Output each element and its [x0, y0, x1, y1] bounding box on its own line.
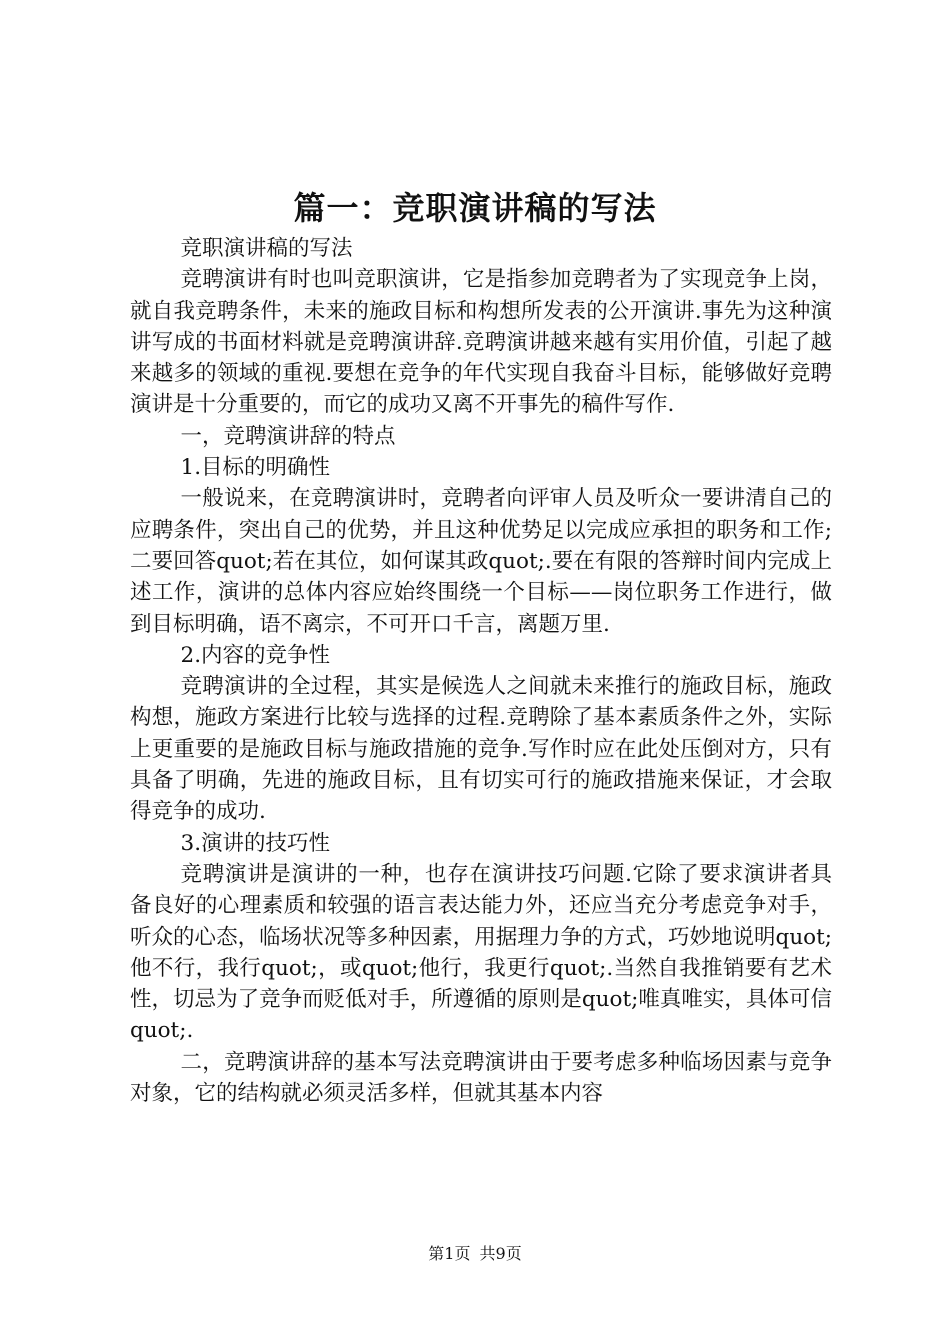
paragraph-skill: 竞聘演讲是演讲的一种，也存在演讲技巧问题.它除了要求演讲者具备良好的心理素质和较强的语言表达能力外，还应当充分考虑竞争对手，听众的心态，临场状况等多种因素，用据理力争的方式，巧妙地说明quot;他不行，我行quot;，或quot;他行，我更行quot;.当然自我推销要有艺术性，切忌为了竞争而贬低对手，所遵循的原则是quot;唯真唯实，具体可信quot;.	[130, 861, 832, 1044]
document-title: 篇一：竞职演讲稿的写法	[293, 189, 657, 227]
subheading-skill: 3.演讲的技巧性	[180, 830, 331, 856]
subheading-competitiveness: 2.内容的竞争性	[180, 642, 331, 668]
page-number: 第1页	[428, 1244, 471, 1263]
section-heading-features: 一，竞聘演讲辞的特点	[180, 423, 396, 449]
paragraph-competitiveness: 竞聘演讲的全过程，其实是候选人之间就未来推行的施政目标，施政构想，施政方案进行比较与选择的过程.竞聘除了基本素质条件之外，实际上更重要的是施政目标与施政措施的竞争.写作时应在此处压倒对方，只有具备了明确，先进的施政目标，且有切实可行的施政措施来保证，才会取得竞争的成功.	[130, 674, 832, 825]
page-total: 共9页	[479, 1244, 522, 1263]
paragraph-subtitle: 竞职演讲稿的写法	[180, 236, 353, 261]
subheading-goal-clarity: 1.目标的明确性	[180, 455, 331, 481]
document-body	[130, 233, 832, 1109]
paragraph-goal-clarity: 一般说来，在竞聘演讲时，竞聘者向评审人员及听众一要讲清自己的应聘条件，突出自己的优势，并且这种优势足以完成应承担的职务和工作;二要回答quot;若在其位，如何谋其政quot;.要在有限的答辩时间内完成上述工作，演讲的总体内容应始终围绕一个目标——岗位职务工作进行，做到目标明确，语不离宗，不可开口千言，离题万里.	[130, 486, 832, 637]
paragraph-intro: 竞聘演讲有时也叫竞职演讲，它是指参加竞聘者为了实现竞争上岗，就自我竞聘条件，未来的施政目标和构想所发表的公开演讲.事先为这种演讲写成的书面材料就是竞聘演讲辞.竞聘演讲越来越有实用价值，引起了越来越多的领域的重视.要想在竞争的年代实现自我奋斗目标，能够做好竞聘演讲是十分重要的，而它的成功又离不开事先的稿件写作.	[130, 267, 832, 418]
paragraph-basic-writing: 二，竞聘演讲辞的基本写法竞聘演讲由于要考虑多种临场因素与竞争对象，它的结构就必须灵活多样，但就其基本内容	[130, 1049, 832, 1107]
page-footer	[0, 1243, 950, 1265]
